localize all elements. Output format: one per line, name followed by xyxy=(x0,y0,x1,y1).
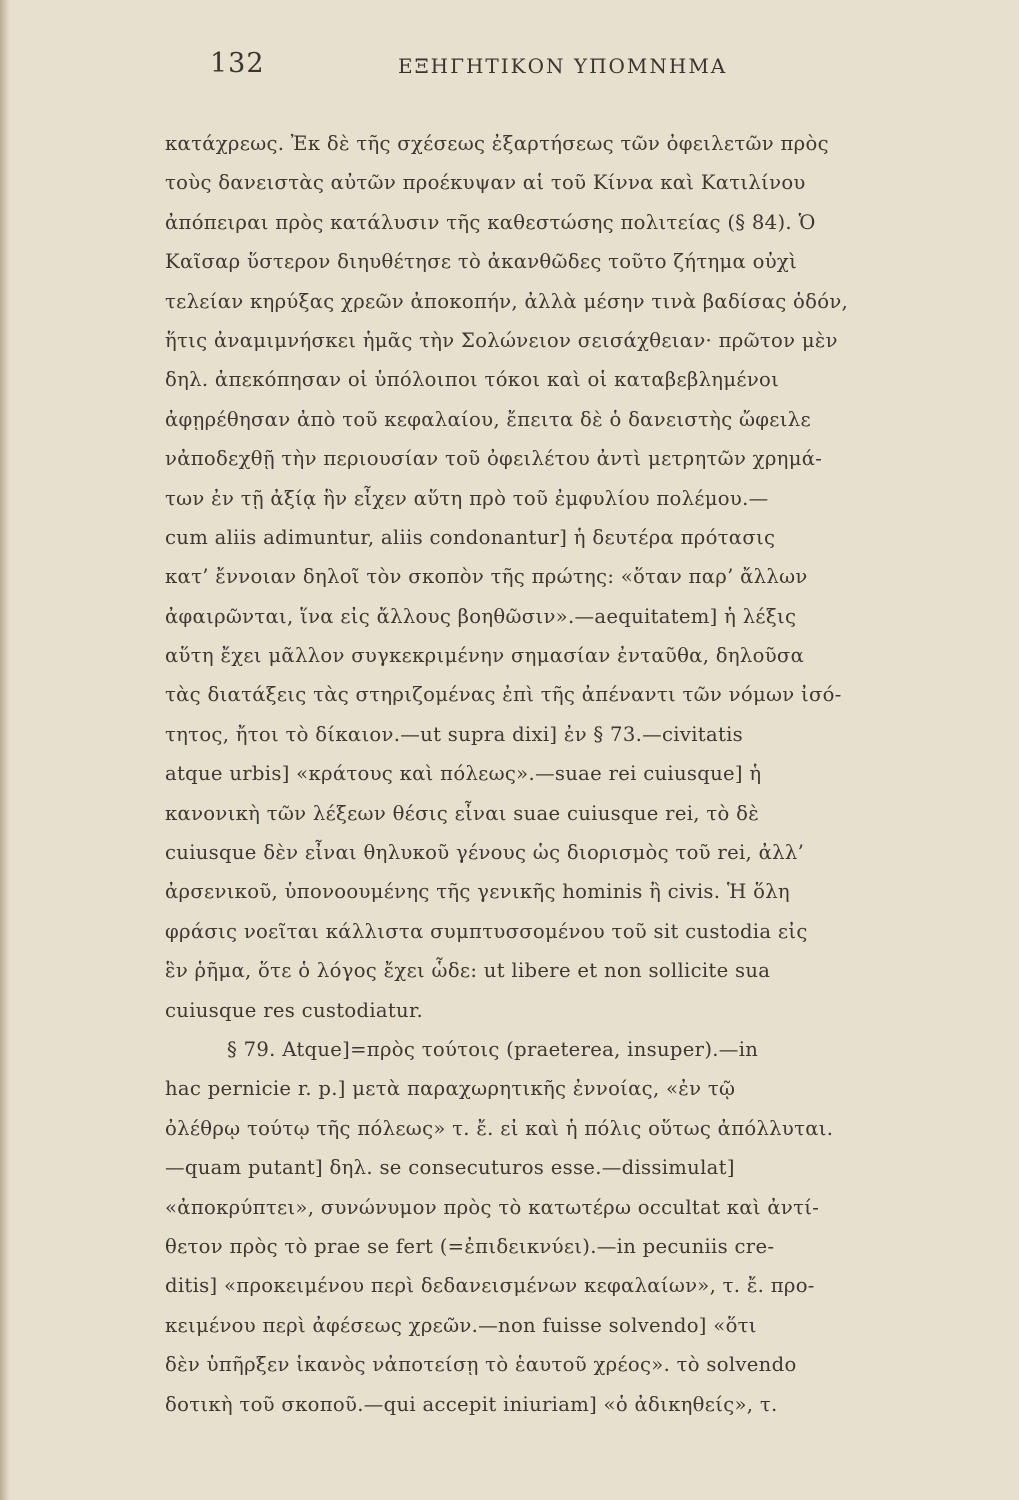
text-line: τοὺς δανειστὰς αὐτῶν προέκυψαν αἱ τοῦ Κίννα καὶ Κατιλίνου xyxy=(165,171,806,195)
page-gutter-shadow xyxy=(0,0,10,1500)
text-line: atque urbis] «κράτους καὶ πόλεως».—suae rei cuiusque] ἡ xyxy=(165,762,762,786)
text-line: τὰς διατάξεις τὰς στηριζομένας ἐπὶ τῆς ἀπέναντι τῶν νόμων ἰσό- xyxy=(165,683,842,707)
text-line: των ἐν τῇ ἀξίᾳ ἣν εἶχεν αὕτη πρὸ τοῦ ἐμφυλίου πολέμου.— xyxy=(165,486,769,510)
text-line: hac pernicie r. p.] μετὰ παραχωρητικῆς ἐννοίας, «ἐν τῷ xyxy=(165,1077,736,1101)
text-line: κειμένου περὶ ἀφέσεως χρεῶν.—non fuisse solvendo] «ὅτι xyxy=(165,1313,757,1337)
text-line: κατάχρεως. Ἐκ δὲ τῆς σχέσεως ἐξαρτήσεως τῶν ὀφειλετῶν πρὸς xyxy=(165,132,829,155)
text-line: cuiusque δὲν εἶναι θηλυκοῦ γένους ὡς διορισμὸς τοῦ rei, ἀλλ’ xyxy=(165,841,805,865)
text-line: δὲν ὑπῆρξεν ἱκανὸς νἀποτείσῃ τὸ ἑαυτοῦ χρέος». τὸ solvendo xyxy=(165,1353,797,1377)
text-line: ἓν ῥῆμα, ὅτε ὁ λόγος ἔχει ὧδε: ut libere et non sollicite sua xyxy=(165,959,771,983)
text-line: νἀποδεχθῇ τὴν περιουσίαν τοῦ ὀφειλέτου ἀντὶ μετρητῶν χρημά- xyxy=(165,447,823,471)
page-header xyxy=(0,48,1019,88)
text-line: δηλ. ἀπεκόπησαν οἱ ὑπόλοιποι τόκοι καὶ οἱ καταβεβλημένοι xyxy=(165,368,780,392)
text-line: ἀρσενικοῦ, ὑπονοουμένης τῆς γενικῆς hominis ἢ civis. Ἡ ὅλη xyxy=(165,880,790,904)
text-line: ἀφῃρέθησαν ἀπὸ τοῦ κεφαλαίου, ἔπειτα δὲ ὁ δανειστὴς ὤφειλε xyxy=(165,407,811,431)
running-head: ΕΞΗΓΗΤΙΚΟΝ ΥΠΟΜΝΗΜΑ xyxy=(398,54,728,78)
page-number: 132 xyxy=(210,48,265,79)
text-line: ditis] «προκειμένου περὶ δεδανεισμένων κεφαλαίων», τ. ἔ. προ- xyxy=(165,1274,815,1298)
text-line: φράσις νοεῖται κάλλιστα συμπτυσσομένου τοῦ sit custodia εἰς xyxy=(165,919,808,943)
text-line: ἥτις ἀναμιμνήσκει ἡμᾶς τὴν Σολώνειον σεισάχθειαν· πρῶτον μὲν xyxy=(165,328,838,352)
text-line: ἀφαιρῶνται, ἵνα εἰς ἄλλους βοηθῶσιν».—aequitatem] ἡ λέξις xyxy=(165,604,797,628)
text-line: τητος, ἤτοι τὸ δίκαιον.—ut supra dixi] ἐν § 73.—civitatis xyxy=(165,722,744,746)
text-line: αὕτη ἔχει μᾶλλον συγκεκριμένην σημασίαν ἐνταῦθα, δηλοῦσα xyxy=(165,644,805,668)
commentary-text xyxy=(165,124,935,1464)
text-line: θετον πρὸς τὸ prae se fert (=ἐπιδεικνύει).—in pecuniis cre- xyxy=(165,1234,775,1258)
section-79-start: § 79. Atque]=πρὸς τούτοις (praeterea, insuper).—in xyxy=(227,1037,759,1061)
text-line: τελείαν κηρύξας χρεῶν ἀποκοπήν, ἀλλὰ μέσην τινὰ βαδίσας ὁδόν, xyxy=(165,289,849,313)
text-line: δοτικὴ τοῦ σκοποῦ.—qui accepit iniuriam] «ὁ ἀδικηθείς», τ. xyxy=(165,1392,778,1416)
text-line: ὀλέθρῳ τούτῳ τῆς πόλεως» τ. ἔ. εἰ καὶ ἡ πόλις οὕτως ἀπόλλυται. xyxy=(165,1116,834,1140)
text-line: «ἀποκρύπτει», συνώνυμον πρὸς τὸ κατωτέρω occultat καὶ ἀντί- xyxy=(165,1195,820,1219)
text-line: ἀπόπειραι πρὸς κατάλυσιν τῆς καθεστώσης πολιτείας (§ 84). Ὁ xyxy=(165,210,816,234)
text-line: κανονικὴ τῶν λέξεων θέσις εἶναι suae cuiusque rei, τὸ δὲ xyxy=(165,801,760,825)
text-line: cum aliis adimuntur, aliis condonantur] ἡ δευτέρα πρότασις xyxy=(165,525,776,549)
text-line: κατ’ ἔννοιαν δηλοῖ τὸν σκοπὸν τῆς πρώτης: «ὅταν παρ’ ἄλλων xyxy=(165,565,808,589)
text-line: cuiusque res custodiatur. xyxy=(165,998,424,1022)
text-line: —quam putant] δηλ. se consecuturos esse.—dissimulat] xyxy=(165,1156,735,1180)
text-line: Καῖσαρ ὕστερον διηυθέτησε τὸ ἀκανθῶδες τοῦτο ζήτημα οὐχὶ xyxy=(165,250,798,274)
